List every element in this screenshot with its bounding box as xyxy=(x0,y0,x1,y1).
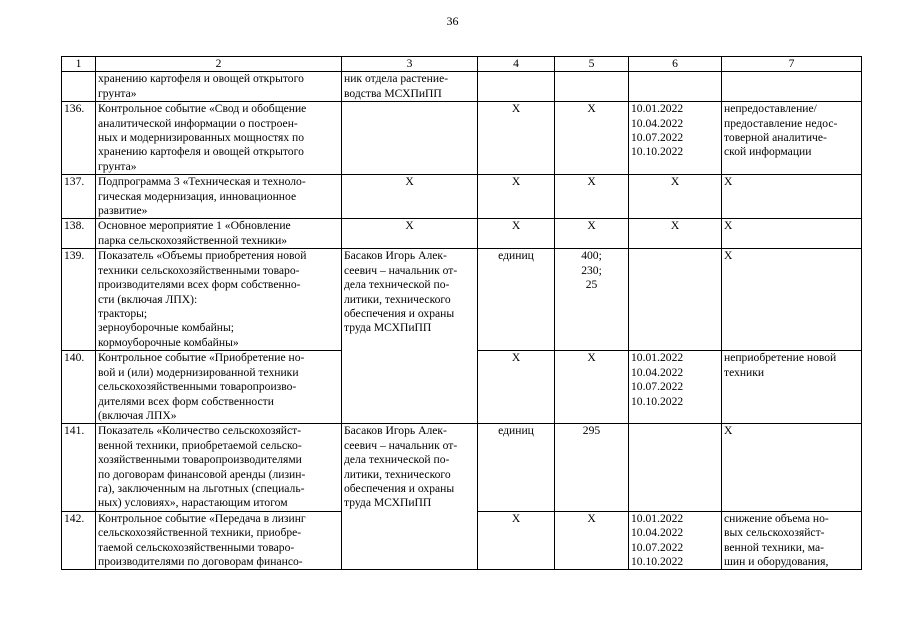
row-name-line: хранению картофеля и овощей открытого xyxy=(98,145,304,159)
header-cell-3: 3 xyxy=(342,57,478,72)
row-responsible-line: дела технической по- xyxy=(344,453,450,467)
row-risk-line: шин и оборудования, xyxy=(724,554,829,568)
header-cell-7: 7 xyxy=(722,57,862,72)
row-name-line: грунта» xyxy=(98,86,137,100)
header-cell-2: 2 xyxy=(96,57,342,72)
row-dates-line: X xyxy=(670,175,680,189)
row-responsible-line: X xyxy=(405,219,414,233)
row-value-line: 400; xyxy=(581,249,602,263)
row-responsible-line: труда МСХПиПП xyxy=(344,321,432,335)
row-name-line: тракторы; xyxy=(98,306,148,320)
row-risk-line: венной техники, ма- xyxy=(724,540,825,554)
table-row xyxy=(62,219,862,249)
row-name-line: развитие» xyxy=(98,204,148,218)
row-dates-line: 10.10.2022 xyxy=(631,394,684,408)
row-value-line: X xyxy=(587,219,596,233)
row-number: 138. xyxy=(62,219,96,249)
table-row xyxy=(62,351,862,424)
row-unit xyxy=(478,511,555,570)
row-number: 140. xyxy=(62,351,96,424)
row-name-line: Показатель «Количество сельскохозяйст- xyxy=(98,424,302,438)
row-risk-line: предоставление недос- xyxy=(724,116,838,130)
row-name-line: техники сельскохозяйственными товаро- xyxy=(98,263,300,277)
row-responsible-line: труда МСХПиПП xyxy=(344,496,432,510)
row-name-line: вой и (или) модернизированной техники xyxy=(98,365,299,379)
row-responsible-line: обеспечения и охраны xyxy=(344,481,455,495)
row-dates xyxy=(629,72,722,102)
row-name-line: производителями всех форм собственно- xyxy=(98,278,301,292)
row-name xyxy=(96,351,342,424)
row-name-line: сельскохозяйственными товаропроизво- xyxy=(98,380,297,394)
row-unit xyxy=(478,249,555,351)
row-risk xyxy=(722,249,862,351)
row-responsible-line: литики, технического xyxy=(344,292,451,306)
row-number: 136. xyxy=(62,102,96,175)
table-row xyxy=(62,72,862,102)
row-unit-line: X xyxy=(511,511,521,525)
row-name-line: зерноуборочные комбайны; xyxy=(98,321,235,335)
row-dates-line: 10.07.2022 xyxy=(631,380,684,394)
row-responsible-line: обеспечения и охраны xyxy=(344,306,455,320)
row-risk-line: X xyxy=(724,175,733,189)
row-number: 139. xyxy=(62,249,96,351)
row-value xyxy=(555,511,629,570)
row-responsible xyxy=(342,351,478,424)
table-row xyxy=(62,511,862,570)
row-unit xyxy=(478,424,555,511)
row-number xyxy=(62,72,96,102)
row-dates-line: 10.07.2022 xyxy=(631,131,684,145)
row-value xyxy=(555,219,629,249)
row-risk-line: техники xyxy=(724,365,765,379)
row-dates-line: 10.10.2022 xyxy=(631,145,684,159)
row-risk xyxy=(722,424,862,511)
header-cell-5: 5 xyxy=(555,57,629,72)
row-unit xyxy=(478,351,555,424)
row-name xyxy=(96,219,342,249)
plan-table xyxy=(61,56,862,570)
row-value-line: X xyxy=(587,351,596,365)
row-unit-line: X xyxy=(511,219,521,233)
row-responsible-line: сеевич – начальник от- xyxy=(344,263,458,277)
row-risk-line: X xyxy=(724,424,733,438)
row-dates-line: 10.01.2022 xyxy=(631,351,684,365)
row-responsible-line: сеевич – начальник от- xyxy=(344,438,458,452)
row-risk-line: неприобретение новой xyxy=(724,351,837,365)
row-risk-line: снижение объема но- xyxy=(724,511,829,525)
row-responsible-line: дела технической по- xyxy=(344,278,450,292)
row-unit-line: единиц xyxy=(498,249,534,263)
row-name-line: Контрольное событие «Передача в лизинг xyxy=(98,511,306,525)
row-risk xyxy=(722,351,862,424)
row-name xyxy=(96,511,342,570)
header-row xyxy=(62,57,862,72)
row-value xyxy=(555,175,629,219)
row-name xyxy=(96,175,342,219)
row-risk-line: вых сельскохозяйст- xyxy=(724,526,825,540)
row-name-line: Контрольное событие «Свод и обобщение xyxy=(98,102,307,116)
row-name-line: хранению картофеля и овощей открытого xyxy=(98,72,304,86)
row-value-line: 295 xyxy=(582,424,601,438)
row-dates xyxy=(629,511,722,570)
row-dates xyxy=(629,351,722,424)
row-dates xyxy=(629,219,722,249)
row-name xyxy=(96,72,342,102)
row-value-line: X xyxy=(587,175,596,189)
row-dates xyxy=(629,175,722,219)
row-dates-line: X xyxy=(670,219,680,233)
row-responsible-line: литики, технического xyxy=(344,467,451,481)
row-name-line: Контрольное событие «Приобретение но- xyxy=(98,351,305,365)
row-name-line: по договорам финансовой аренды (лизин- xyxy=(98,467,306,481)
row-unit-line: X xyxy=(511,351,521,365)
row-unit xyxy=(478,102,555,175)
row-number: 141. xyxy=(62,424,96,511)
row-value xyxy=(555,102,629,175)
row-risk-line: ской информации xyxy=(724,145,812,159)
row-unit xyxy=(478,72,555,102)
row-responsible xyxy=(342,102,478,175)
row-responsible xyxy=(342,175,478,219)
row-name-line: ных) условиях», нарастающим итогом xyxy=(98,496,288,510)
row-risk-line: непредоставление/ xyxy=(724,102,817,116)
row-dates-line: 10.07.2022 xyxy=(631,540,684,554)
row-dates-line: 10.04.2022 xyxy=(631,526,684,540)
row-name-line: Показатель «Объемы приобретения новой xyxy=(98,249,307,263)
row-name-line: хозяйственными товаропроизводителями xyxy=(98,453,302,467)
row-value xyxy=(555,424,629,511)
row-name-line: парка сельскохозяйственной техники» xyxy=(98,233,288,247)
row-value xyxy=(555,249,629,351)
row-dates-line: 10.04.2022 xyxy=(631,365,684,379)
row-value-line: 25 xyxy=(585,278,598,292)
row-value-line: X xyxy=(587,102,596,116)
row-responsible xyxy=(342,511,478,570)
row-value-line: 230; xyxy=(581,263,602,277)
row-responsible-line: водства МСХПиПП xyxy=(344,86,442,100)
row-risk-line: X xyxy=(724,219,733,233)
row-name xyxy=(96,249,342,351)
row-name-line: (включая ЛПХ» xyxy=(98,408,177,422)
row-risk xyxy=(722,72,862,102)
row-name-line: грунта» xyxy=(98,159,137,173)
row-name-line: Подпрограмма 3 «Техническая и техноло- xyxy=(98,175,306,189)
row-unit-line: X xyxy=(511,175,521,189)
row-dates xyxy=(629,102,722,175)
header-cell-4: 4 xyxy=(478,57,555,72)
row-dates-line: 10.01.2022 xyxy=(631,102,684,116)
row-value xyxy=(555,72,629,102)
row-responsible xyxy=(342,424,478,511)
row-name-line: гическая модернизация, инновационное xyxy=(98,189,297,203)
row-unit xyxy=(478,219,555,249)
row-risk xyxy=(722,102,862,175)
row-responsible xyxy=(342,249,478,351)
row-unit-line: X xyxy=(511,102,521,116)
header-cell-1: 1 xyxy=(62,57,96,72)
row-name-line: дителями всех форм собственности xyxy=(98,394,274,408)
row-responsible-line: ник отдела растение- xyxy=(344,72,449,86)
row-risk-line: X xyxy=(724,249,733,263)
row-dates-line: 10.04.2022 xyxy=(631,116,684,130)
row-dates-line: 10.10.2022 xyxy=(631,554,684,568)
row-risk xyxy=(722,175,862,219)
row-name-line: ных и модернизированных мощностях по xyxy=(98,131,305,145)
page-number: 36 xyxy=(446,14,459,28)
row-unit xyxy=(478,175,555,219)
row-number: 142. xyxy=(62,511,96,570)
table-row xyxy=(62,249,862,351)
row-risk-line: товерной аналитиче- xyxy=(724,131,827,145)
row-responsible-line: Басаков Игорь Алек- xyxy=(344,424,447,438)
row-responsible xyxy=(342,72,478,102)
row-name-line: производителями по договорам финансо- xyxy=(98,554,303,568)
row-name-line: венной техники, приобретаемой сельско- xyxy=(98,438,302,452)
row-unit-line: единиц xyxy=(498,424,534,438)
row-responsible-line: Басаков Игорь Алек- xyxy=(344,249,447,263)
row-name-line: кормоуборочные комбайны» xyxy=(98,335,239,349)
row-name-line: таемой сельскохозяйственными товаро- xyxy=(98,540,295,554)
row-responsible-line: X xyxy=(405,175,414,189)
table-row xyxy=(62,102,862,175)
row-dates xyxy=(629,249,722,351)
row-dates-line: 10.01.2022 xyxy=(631,511,684,525)
row-value-line: X xyxy=(587,511,596,525)
row-name-line: га), заключенным на льготных (специаль- xyxy=(98,481,305,495)
row-name-line: аналитической информации о построен- xyxy=(98,116,298,130)
row-name-line: сельскохозяйственной техники, приобре- xyxy=(98,526,302,540)
table-row xyxy=(62,424,862,511)
row-name-line: сти (включая ЛПХ): xyxy=(98,292,198,306)
table-row xyxy=(62,175,862,219)
row-name-line: Основное мероприятие 1 «Обновление xyxy=(98,219,291,233)
row-value xyxy=(555,351,629,424)
row-dates xyxy=(629,424,722,511)
row-responsible xyxy=(342,219,478,249)
header-cell-6: 6 xyxy=(629,57,722,72)
row-number: 137. xyxy=(62,175,96,219)
row-name xyxy=(96,102,342,175)
row-risk xyxy=(722,219,862,249)
row-name xyxy=(96,424,342,511)
row-risk xyxy=(722,511,862,570)
